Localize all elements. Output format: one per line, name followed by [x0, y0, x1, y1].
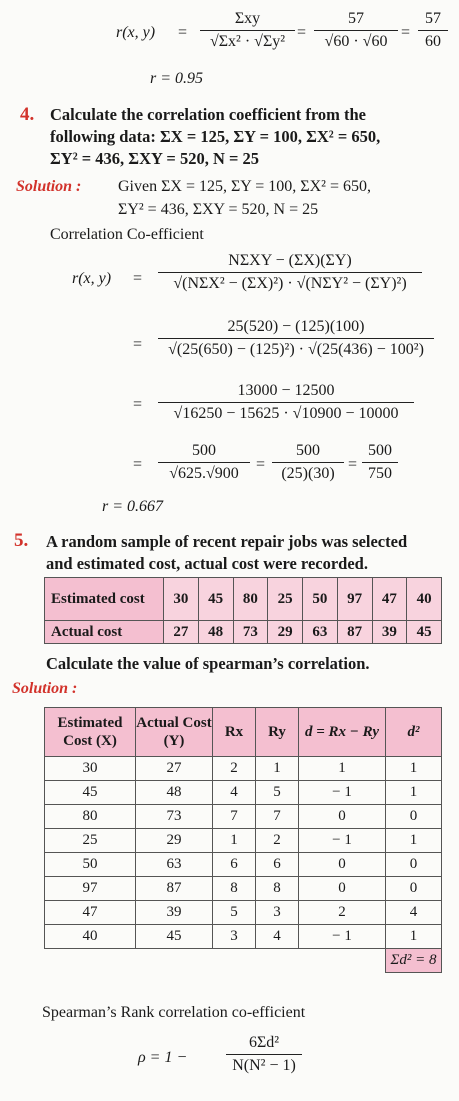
table-row: 30 27 2 1 1 1 [45, 757, 442, 781]
q4-text-line1: Calculate the correlation coefficient from the [50, 105, 366, 124]
table-cell: 63 [303, 621, 338, 644]
table-header: Actual Cost (Y) [136, 708, 213, 757]
table-cell: 39 [372, 621, 407, 644]
q4-step4b: $\frac{500}{(25)(30)}$ [272, 442, 344, 483]
table-header: Ry [256, 708, 299, 757]
q4-given-line2: ΣY² = 436, ΣXY = 520, N = 25 [118, 201, 319, 218]
rho-fraction: $\frac{\text{6Σd²}}{\text{N(N² − 1)}}$ [226, 1034, 302, 1075]
top-frac-3: $\frac{57}{60}$ [418, 10, 448, 51]
table-cell: 48 [198, 621, 233, 644]
table-cell: 47 [372, 578, 407, 621]
top-frac-1: Σxy √Σx² · √Σy² [200, 10, 295, 51]
table-row: 47 39 5 3 2 4 [45, 901, 442, 925]
table-cell: 30 [164, 578, 199, 621]
table-row [45, 708, 442, 757]
table-cell: 45 [407, 621, 442, 644]
q4-step4a: $\frac{500}{√625.√900}$ [158, 442, 250, 483]
q5-text-line1: A random sample of recent repair jobs was selected [46, 532, 408, 551]
table-header: d = Rx − Ry [299, 708, 386, 757]
q4-step2: $\frac{25(520) - (125)(100)}{\text{√(25(650) − (125)²) · √(25(436) − 100²)}}$ [158, 318, 434, 359]
table-row: 80 73 7 7 0 0 [45, 805, 442, 829]
table-cell: 50 [303, 578, 338, 621]
q5-data-table [44, 577, 442, 644]
table-cell: 40 [407, 578, 442, 621]
q4-text-line2: following data: ΣX = 125, ΣY = 100, ΣX² = 650, [50, 127, 381, 146]
q4-lhs: r(x, y) [72, 270, 112, 287]
q4-number: 4. [20, 104, 35, 125]
table-header: Rx [213, 708, 256, 757]
top-result: r = 0.95 [150, 70, 204, 87]
table-cell: 87 [337, 621, 372, 644]
table-cell: 45 [198, 578, 233, 621]
table-row: 45 48 4 5 − 1 1 [45, 781, 442, 805]
q4-given-line1: Given ΣX = 125, ΣY = 100, ΣX² = 650, [118, 178, 371, 195]
rho-lhs: ρ = 1 − [138, 1049, 188, 1066]
table-cell: 73 [233, 621, 268, 644]
q4-result: r = 0.667 [102, 498, 164, 515]
q5-question: Calculate the value of spearman’s correlation. [46, 654, 370, 673]
table-row [45, 621, 442, 644]
table-header: d² [386, 708, 442, 757]
q5-solution-label: Solution : [12, 680, 78, 697]
table-cell: Estimated cost [45, 578, 164, 621]
top-lhs: r(x, y) [116, 24, 156, 41]
table-cell: 29 [268, 621, 303, 644]
table-row [45, 949, 442, 973]
textbook-page: r(x, y) = Σxy √Σx² · √Σy² = $\frac{57}{√60 \cdot √60}$ = $\frac{57}{60}$ r = 0.95 4. Calculate the correlation coefficient from the following data: ΣX = 125, ΣY = 100, ΣX² = 650, ΣY² = 436, ΣXY = 520, N = 25 Solution : Given ΣX = 125, ΣY = 100, ΣX² = 650, ΣY² = 436, ΣXY = 520, N = 25 Correlation Co-efficient r(x, y) = NΣXY − (ΣX)(ΣY) √(NΣX² − (ΣX)²) · √(NΣY² − (ΣY)²) = $\frac{25(520) - (125)(100)}{\text{√(25(650) − (125)²) · √(25(436) − 100²)}}$ = $\frac{13000 - 12500}{√16250 - 15625 \cdot √10900 - 10000}$ = $\frac{500}{√625.√900}$ = $\frac{500}{(25)(30)}$ = $\frac{500}{750}$ r = 0.667 5. A random sample of recent repair jobs was selected and estimated cost, actual cost were recorded. Estimated cost 30 45 80 25 50 97 47 40 Actual cost 27 48 73 29 63 87 39 45 Calculate the value of spearman’s correlation. Solution : Estimated Cost (X) Actual Cost (Y) Rx Ry d = Rx − Ry d² 30 27 2 1 1 1 45 48 4 5 − 1 1 80 73 7 7 0 0 25 29 1 2 − 1 1 50 63 6 6 0 0 97 87 8 8 0 0 47 39 5 3 2 4 40 45 3 4 − 1 1 Σd² = 8 Spearman’s Rank correlation co-efficient ρ = 1 − $\frac{\text{6Σd²}}{\text{N(N² − 1)}}$ [0, 0, 459, 1101]
table-cell: 25 [268, 578, 303, 621]
spearman-label: Spearman’s Rank correlation co-efficient [42, 1004, 306, 1021]
q5-text-line2: and estimated cost, actual cost were recorded. [46, 554, 368, 573]
q4-solution-label: Solution : [16, 178, 82, 195]
table-cell: 97 [337, 578, 372, 621]
q4-text-line3: ΣY² = 436, ΣXY = 520, N = 25 [50, 149, 260, 168]
q5-number: 5. [14, 530, 29, 551]
table-row: 97 87 8 8 0 0 [45, 877, 442, 901]
table-row: 40 45 3 4 − 1 1 [45, 925, 442, 949]
sum-d-squared: Σd² = 8 [386, 949, 442, 973]
table-header: Estimated Cost (X) [45, 708, 136, 757]
q5-rank-table [44, 707, 442, 973]
q4-step3: $\frac{13000 - 12500}{√16250 - 15625 \cdot √10900 - 10000}$ [158, 382, 414, 423]
q4-step4c: $\frac{500}{750}$ [362, 442, 398, 483]
q4-step1: NΣXY − (ΣX)(ΣY) √(NΣX² − (ΣX)²) · √(NΣY² − (ΣY)²) [158, 252, 422, 293]
table-row: 50 63 6 6 0 0 [45, 853, 442, 877]
q4-cc-label: Correlation Co-efficient [50, 226, 204, 243]
table-cell: Actual cost [45, 621, 164, 644]
table-row [45, 578, 442, 621]
table-row: 25 29 1 2 − 1 1 [45, 829, 442, 853]
table-cell: 27 [164, 621, 199, 644]
top-frac-2: $\frac{57}{√60 \cdot √60}$ [314, 10, 398, 51]
table-cell: 80 [233, 578, 268, 621]
top-eq: = [178, 24, 188, 41]
